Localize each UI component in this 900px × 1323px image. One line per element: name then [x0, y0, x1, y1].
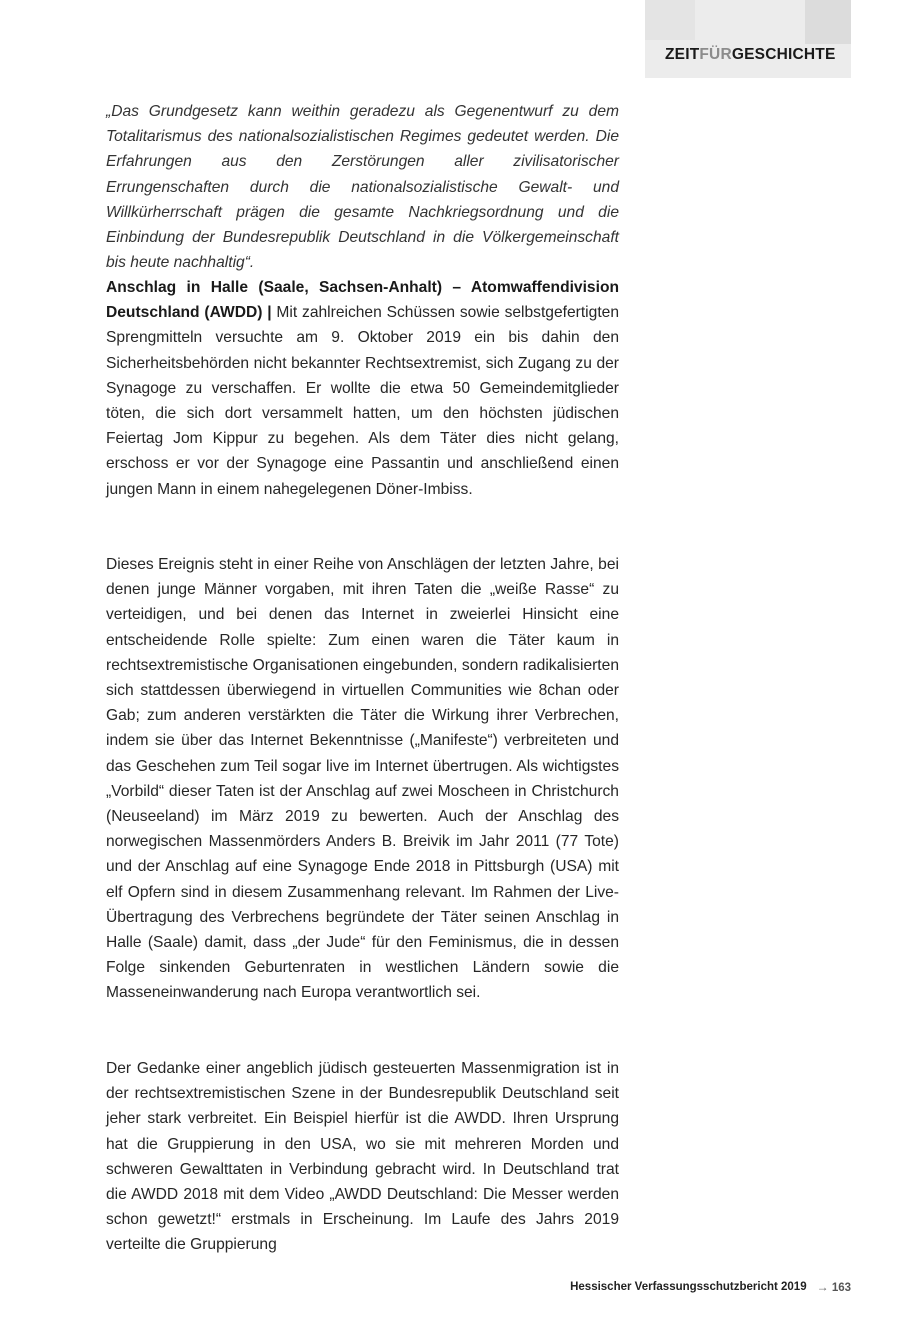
section-lead: Anschlag in Halle (Saale, Sachsen-Anhalt) – Atomwaffendivision Deutschland (AWDD) | — [106, 279, 619, 322]
section-halle — [106, 275, 619, 502]
footer-pagination — [817, 1280, 851, 1294]
header-shade-right — [805, 0, 851, 44]
arrow-right-icon: → — [816, 1280, 829, 1294]
header-bar — [645, 0, 851, 78]
brand-logo — [665, 46, 835, 64]
brand-part-geschichte: GESCHICHTE — [731, 46, 836, 63]
paragraph-3-text: Der Gedanke einer angeblich jüdisch gesteuerten Massenmigration ist in der rechtsextremistischen Szene in der Bundesrepublik Deutschland seit jeher stark verbreitet. Ein Beispiel hierfür ist die AWDD. Ihren Ursprung hat die Gruppierung in den USA, wo sie mit mehreren Morden und schweren Gewalttaten in Verbindung gebracht wird. In Deutschland trat die AWDD 2018 mit dem Video „AWDD Deutschland: Die Messer werden schon gewetzt!“ erstmals in Erscheinung. Im Laufe des Jahrs 2019 verteilte die Gruppierung — [106, 1060, 619, 1254]
footer-title: Hessischer Verfassungsschutzbericht 2019 — [570, 1281, 807, 1293]
quote-block — [106, 99, 619, 275]
paragraph-2 — [106, 552, 619, 1006]
section-paragraph — [106, 275, 619, 502]
brand-part-zeit: ZEIT — [665, 46, 700, 63]
quote-text: „Das Grundgesetz kann weithin geradezu als Gegenentwurf zu dem Totalitarismus des nationalsozialistischen Regimes gedeutet werden. Die Erfahrungen aus den Zerstörungen aller zivilisatorischer Errungenschaften durch die nationalsozialistische Gewalt- und Willkürherrschaft prägen die gesamte Nachkriegsordnung und die Einbindung der Bundesrepublik Deutschland in die Völkergemeinschaft bis heute nachhaltig“. — [106, 103, 619, 272]
paragraph-3 — [106, 1056, 619, 1258]
section-body: Mit zahlreichen Schüssen sowie selbstgefertigten Sprengmitteln versuchte am 9. Oktober 2019 ein bis dahin den Sicherheitsbehörden nicht bekannter Rechtsextremist, sich Zugang zu der Synagoge zu verschaffen. Er wollte die etwa 50 Gemeindemitglieder töten, die sich dort versammelt hatten, um den höchsten jüdischen Feiertag Jom Kippur zu begehen. Als dem Täter dies nicht gelang, erschoss er vor der Synagoge eine Passantin und anschließend einen jungen Mann in einem nahegelegenen Döner-Imbiss. — [106, 304, 619, 498]
paragraph-2-text: Dieses Ereignis steht in einer Reihe von Anschlägen der letzten Jahre, bei denen junge Männer vorgaben, mit ihren Taten die „weiße Rasse“ zu verteidigen, und bei denen das Internet in zweierlei Hinsicht eine entscheidende Rolle spielte: Zum einen waren die Täter kaum in rechtsextremistische Organisationen eingebunden, sondern radikalisierten sich stattdessen überwiegend in virtuellen Communities wie 8chan oder Gab; zum anderen verstärkten die Täter die Wirkung ihrer Verbrechen, indem sie über das Internet Bekenntnisse („Manifeste“) verbreiteten und das Geschehen zum Teil sogar live im Internet übertrugen. Als wichtigstes „Vorbild“ dieser Taten ist der Anschlag auf zwei Moscheen in Christchurch (Neuseeland) im März 2019 zu bewerten. Auch der Anschlag des norwegischen Massenmörders Anders B. Breivik im Jahr 2011 (77 Tote) und der Anschlag auf eine Synagoge Ende 2018 in Pittsburgh (USA) mit elf Opfern sind in diesem Zusammenhang relevant. Im Rahmen der Live-Übertragung des Verbrechens begründete der Täter seinen Anschlag in Halle (Saale) damit, dass „der Jude“ für den Feminismus, die in dessen Folge sinkenden Geburtenraten in westlichen Ländern sowie die Masseneinwanderung nach Europa verantwortlich sei. — [106, 556, 619, 1002]
page-number: 163 — [831, 1282, 851, 1294]
header-shade-left — [645, 0, 695, 40]
brand-part-fuer: FÜR — [699, 46, 732, 63]
page-footer — [570, 1280, 851, 1294]
